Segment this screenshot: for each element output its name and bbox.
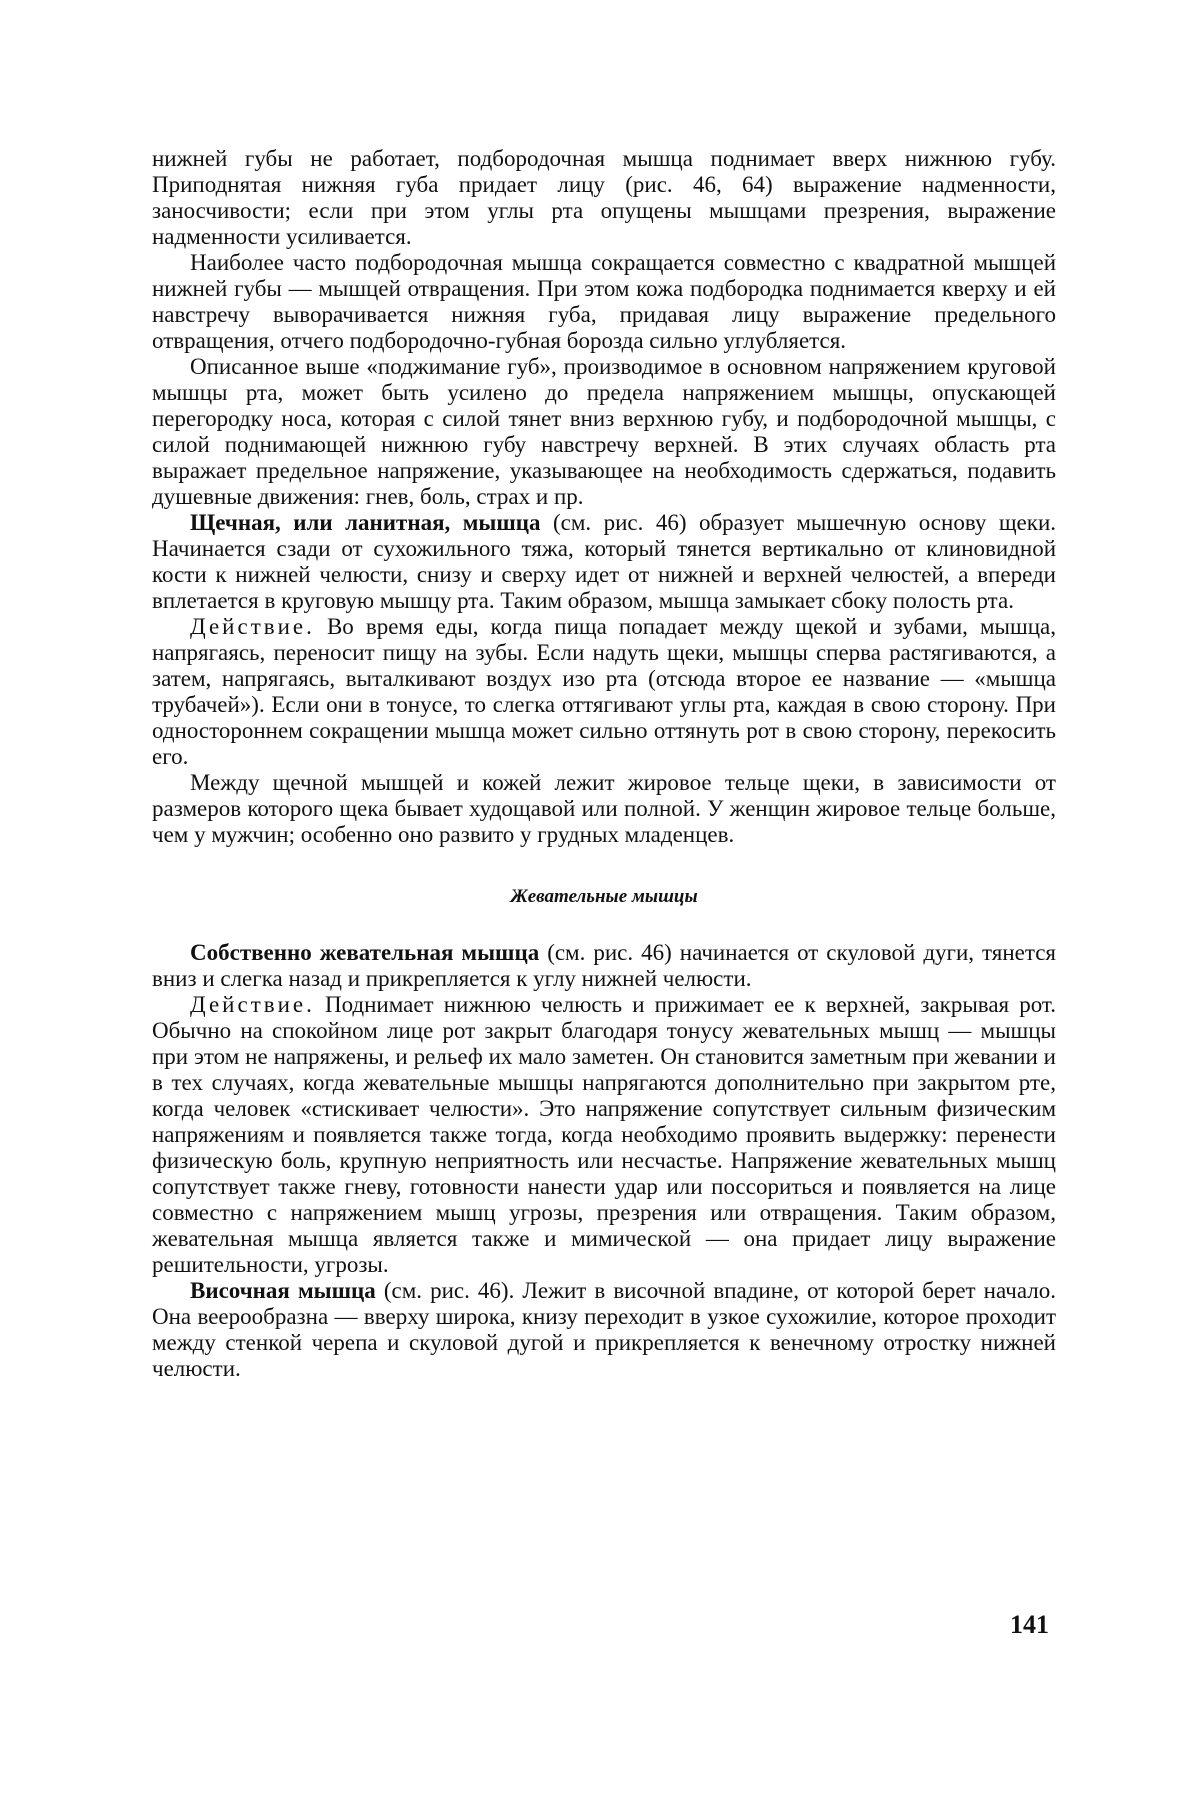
text-block-before-heading xyxy=(152,146,1056,848)
paragraph-text: Описанное выше «поджимание губ», производимое в основном напряжением круговой мышцы рта, может быть усилено до предела напряжением мышцы, опускающей перегородку носа, которая с силой тянет вниз верхнюю губу, и подбородочной мышцы, с силой поднимающей нижнюю губу навстречу верхней. В этих случаях область рта выражает предельное напряжение, указывающее на необходимость сдержаться, подавить душевные движения: гнев, боль, страх и пр. xyxy=(152,354,1056,509)
paragraph-text: (см. рис. 46) начинается от скуловой дуги, тянется вниз и слегка назад и прикрепляется к углу нижней челюсти. xyxy=(152,940,1056,991)
paragraph-text: Между щечной мышцей и кожей лежит жировое тельце щеки, в зависимости от размеров которого щека бывает худощавой или полной. У женщин жировое тельце больше, чем у мужчин; особенно оно развито у грудных младенцев. xyxy=(152,770,1056,847)
paragraph-text: (см. рис. 46). Лежит в височной впадине, от которой берет начало. Она веерообразна — вверху широка, книзу переходит в узкое сухожилие, которое проходит между стенкой черепа и скуловой дугой и прикрепляется к венечному отростку нижней челюсти. xyxy=(152,1278,1056,1381)
text-block-after-heading xyxy=(152,940,1056,1382)
muscle-term: Височная мышца xyxy=(190,1278,376,1303)
paragraph xyxy=(152,992,1056,1278)
paragraph xyxy=(152,146,1056,250)
paragraph-text: (см. рис. 46) образует мышечную основу щеки. Начинается сзади от сухожильного тяжа, который тянется вертикально от клиновидной кости к нижней челюсти, снизу и сверху идет от нижней и верхней челюстей, а впереди вплетается в круговую мышцу рта. Таким образом, мышца замыкает сбоку полость рта. xyxy=(152,510,1056,613)
paragraph xyxy=(152,510,1056,614)
paragraph xyxy=(152,770,1056,848)
paragraph xyxy=(152,354,1056,510)
paragraph xyxy=(152,940,1056,992)
action-label: Действие. xyxy=(190,992,315,1017)
section-heading: Жевательные мышцы xyxy=(510,886,698,907)
book-page-text xyxy=(152,146,1056,1382)
muscle-term: Щечная, или ланитная, мышца xyxy=(190,510,541,535)
muscle-term: Собственно жевательная мышца xyxy=(190,940,540,965)
paragraph xyxy=(152,250,1056,354)
paragraph-text: Поднимает нижнюю челюсть и прижимает ее к верхней, закрывая рот. Обычно на спокойном лице рот закрыт благодаря тонусу жевательных мышц — мышцы при этом не напряжены, и рельеф их мало заметен. Он становится заметным при жевании и в тех случаях, когда жевательные мышцы напрягаются дополнительно при закрытом рте, когда человек «стискивает челюсти». Это напряжение сопутствует сильным физическим напряжениям и появляется также тогда, когда необходимо проявить выдержку: перенести физическую боль, крупную неприятность или несчастье. Напряжение жевательных мышц сопутствует также гневу, готовности нанести удар или поссориться и появляется на лице совместно с напряжением мышц угрозы, презрения или отвращения. Таким образом, жевательная мышца является также и мимической — она придает лицу выражение решительности, угрозы. xyxy=(152,992,1056,1277)
paragraph xyxy=(152,614,1056,770)
action-label: Действие. xyxy=(190,614,315,639)
page-number: 141 xyxy=(1010,1610,1049,1639)
paragraph-text: нижней губы не работает, подбородочная мышца поднимает вверх нижнюю губу. Приподнятая нижняя губа придает лицу (рис. 46, 64) выражение надменности, заносчивости; если при этом углы рта опущены мышцами презрения, выражение надменности усиливается. xyxy=(152,146,1056,249)
paragraph xyxy=(152,1278,1056,1382)
paragraph-text: Во время еды, когда пища попадает между щекой и зубами, мышца, напрягаясь, переносит пищу на зубы. Если надуть щеки, мышцы сперва растягиваются, а затем, напрягаясь, выталкивают воздух изо рта (отсюда второе ее название — «мышца трубачей»). Если они в тонусе, то слегка оттягивают углы рта, каждая в свою сторону. При одностороннем сокращении мышца может сильно оттянуть рот в свою сторону, перекосить его. xyxy=(152,614,1056,769)
paragraph-text: Наиболее часто подбородочная мышца сокращается совместно с квадратной мышцей нижней губы — мышцей отвращения. При этом кожа подбородка поднимается кверху и ей навстречу выворачивается нижняя губа, придавая лицу выражение предельного отвращения, отчего подбородочно-губная борозда сильно углубляется. xyxy=(152,250,1056,353)
